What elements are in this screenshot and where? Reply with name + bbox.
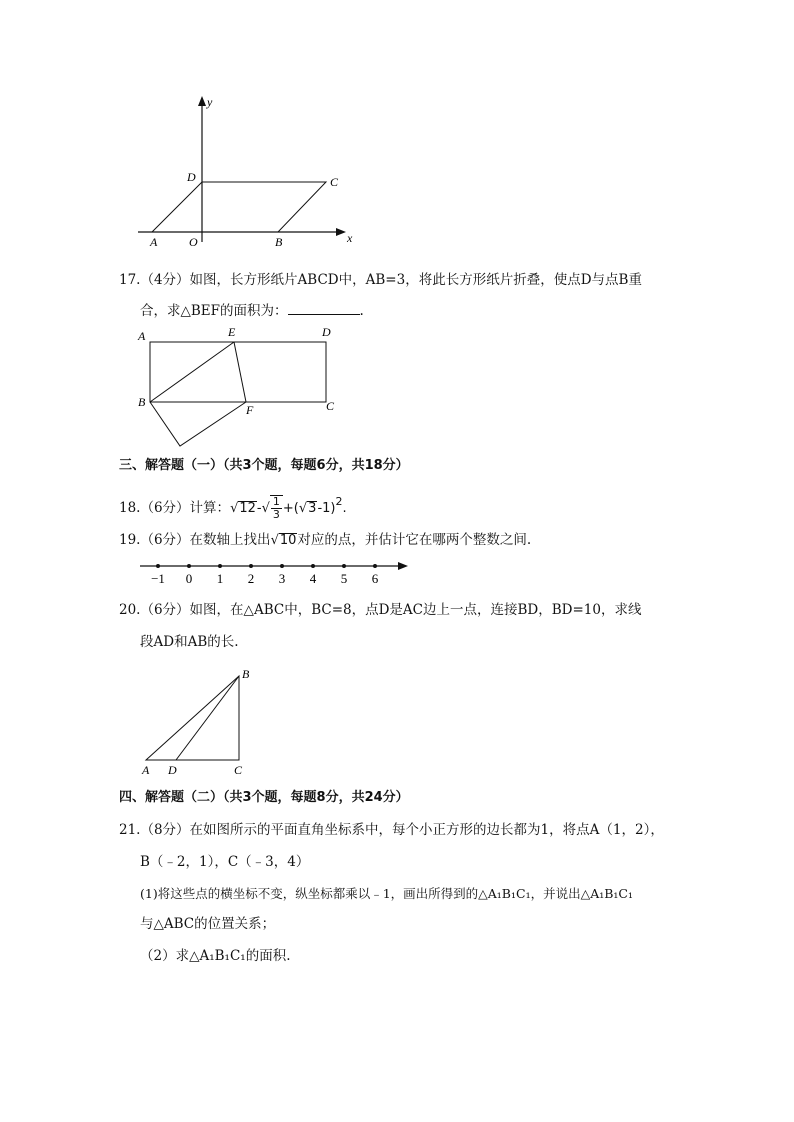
label-b: B xyxy=(275,235,283,249)
y-arrow xyxy=(198,96,206,106)
number-line-label: 0 xyxy=(185,571,193,586)
number-line-label: 6 xyxy=(371,571,379,586)
number-line-arrow xyxy=(398,562,408,570)
numerator: 1 xyxy=(272,495,280,508)
number-line-tick xyxy=(342,564,346,568)
label-e: E xyxy=(228,325,236,339)
number-line-label: 3 xyxy=(278,571,286,586)
label-c: C xyxy=(330,175,339,189)
parallelogram-abcd xyxy=(152,182,326,232)
number-line-label: 5 xyxy=(340,571,348,586)
fraction xyxy=(271,496,282,521)
q21-line4: 与△ABC的位置关系； xyxy=(140,916,276,932)
number-line-tick xyxy=(311,564,315,568)
number-line-tick xyxy=(218,564,222,568)
x-arrow xyxy=(336,228,346,236)
tail: -1) xyxy=(317,501,336,516)
exponent: 2 xyxy=(335,495,343,508)
q20-line2: 段AD和AB的长. xyxy=(140,634,239,650)
sqrt-frac xyxy=(270,495,283,521)
sqrt-10-expr: √10 xyxy=(270,533,297,548)
label-d: D xyxy=(322,325,331,339)
q21-line1: 21.（8分）在如图所示的平面直角坐标系中，每个小正方形的边长都为1，将点A（1，2）， xyxy=(119,822,664,838)
label-a: A xyxy=(138,329,146,343)
period: . xyxy=(342,501,347,516)
q17-line2-end: . xyxy=(359,303,364,319)
q19-pre: 19.（6分）在数轴上找出 xyxy=(119,532,271,548)
label-b: B xyxy=(138,395,146,409)
answer-blank xyxy=(288,300,360,315)
label-o: O xyxy=(189,235,198,249)
number-line-tick xyxy=(249,564,253,568)
label-a: A xyxy=(142,763,150,777)
number-line-label: 4 xyxy=(309,571,317,586)
q21-line3: (1)将这些点的横坐标不变，纵坐标都乘以﹣1，画出所得到的△A₁B₁C₁，并说出△A₁B₁C₁ xyxy=(140,886,634,901)
label-f: F xyxy=(246,403,254,417)
label-x: x xyxy=(347,231,353,245)
segment-ef xyxy=(234,342,246,402)
plus-paren: +( xyxy=(282,501,299,516)
q17-line1: 17.（4分）如图，长方形纸片ABCD中，AB=3，将此长方形纸片折叠，使点D与点B重 xyxy=(119,272,642,288)
q18-label: 18.（6分）计算： xyxy=(119,500,231,516)
segment-be xyxy=(150,342,234,402)
sqrt-3: 3 xyxy=(308,501,317,516)
number-line-tick xyxy=(156,564,160,568)
section-4-heading: 四、解答题（二）（共3个题，每题8分，共24分） xyxy=(119,790,409,805)
figure-q20 xyxy=(136,662,266,778)
minus: - xyxy=(256,501,262,516)
denominator: 3 xyxy=(272,508,280,521)
sqrt-10: 10 xyxy=(279,533,297,548)
q18 xyxy=(119,492,347,521)
triangle-abc xyxy=(146,676,239,760)
number-line-label: 2 xyxy=(247,571,255,586)
number-line-tick xyxy=(187,564,191,568)
sqrt-12: 12 xyxy=(239,501,256,516)
q20-line1: 20.（6分）如图，在△ABC中，BC=8，点D是AC边上一点，连接BD，BD=10，求线 xyxy=(119,602,642,618)
figure-q16 xyxy=(130,92,370,252)
number-line-label: 1 xyxy=(216,571,224,586)
folded-flap xyxy=(150,402,246,446)
label-d: D xyxy=(168,763,177,777)
rectangle-abcd xyxy=(150,342,326,402)
q21-line5: （2）求△A₁B₁C₁的面积. xyxy=(140,948,291,964)
label-d: D xyxy=(187,170,196,184)
label-a: A xyxy=(150,235,158,249)
number-line-label: −1 xyxy=(151,571,165,586)
q17-line2 xyxy=(140,300,364,321)
segment-bd xyxy=(176,676,239,760)
q19-post: 对应的点，并估计它在哪两个整数之间. xyxy=(297,532,532,548)
number-line-tick xyxy=(280,564,284,568)
q17-line2-text: 合，求△BEF的面积为： xyxy=(140,303,288,319)
q21-line2: B（﹣2，1），C（﹣3，4） xyxy=(140,854,310,870)
label-y: y xyxy=(207,95,213,109)
number-line-tick xyxy=(373,564,377,568)
label-c: C xyxy=(326,399,335,413)
q18-expression: √12-√ $\frac{1}{3}$ $+(√3-1)^2$. xyxy=(230,495,347,521)
section-3-heading: 三、解答题（一）（共3个题，每题6分，共18分） xyxy=(119,458,409,473)
label-c: C xyxy=(234,763,243,777)
label-b: B xyxy=(242,667,250,681)
number-line xyxy=(136,558,416,588)
q19 xyxy=(119,530,531,551)
figure-q17 xyxy=(134,322,344,452)
